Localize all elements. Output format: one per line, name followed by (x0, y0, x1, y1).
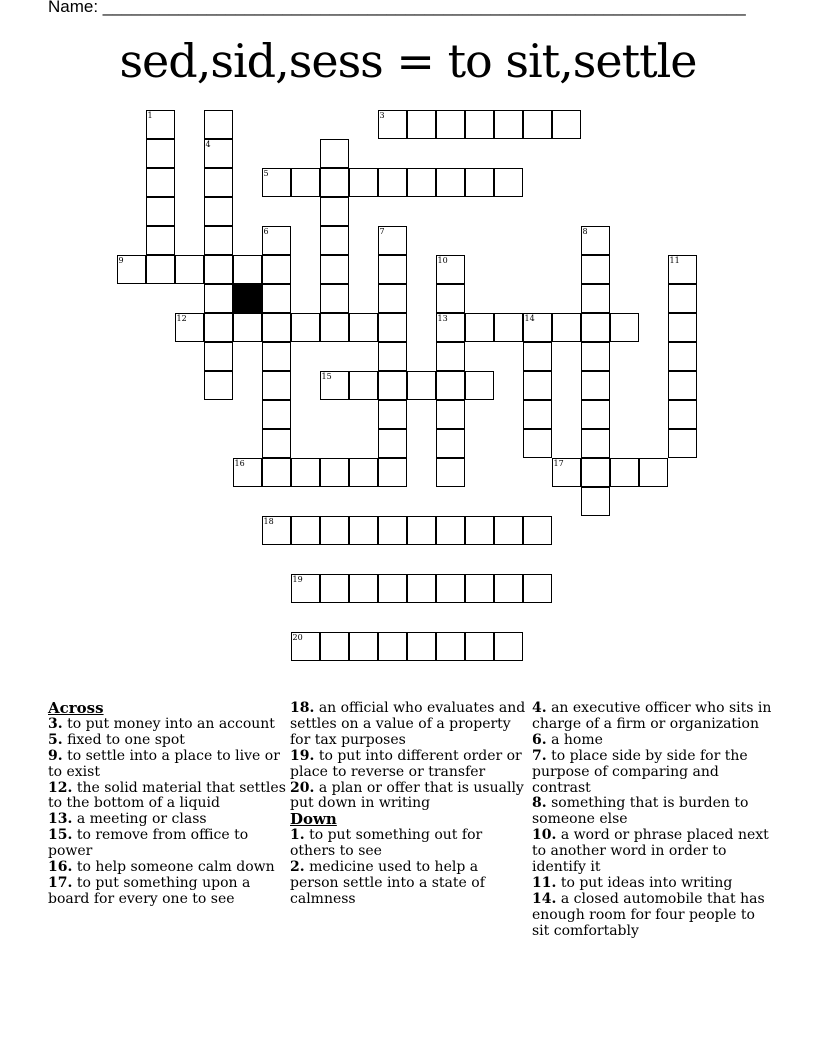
clue-number: 19. (290, 747, 315, 764)
clue-number: 8. (532, 795, 547, 812)
clue-number: 9 (118, 256, 124, 265)
crossword-cell[interactable] (436, 574, 465, 603)
clue-number: 4 (205, 140, 211, 149)
clue-column-1 (48, 701, 288, 908)
crossword-cell[interactable] (581, 255, 610, 284)
crossword-cell[interactable] (262, 371, 291, 400)
clue-number: 20. (290, 779, 315, 796)
crossword-cell[interactable] (262, 255, 291, 284)
clue-number: 15 (321, 372, 332, 381)
crossword-cell[interactable] (581, 429, 610, 458)
crossword-cell[interactable] (523, 371, 552, 400)
clue-text: a home (551, 731, 603, 748)
crossword-cell[interactable] (204, 110, 233, 139)
crossword-cell[interactable] (378, 284, 407, 313)
clue-number: 17. (48, 874, 73, 891)
crossword-cell[interactable] (436, 168, 465, 197)
crossword-cell[interactable] (378, 313, 407, 342)
crossword-cell[interactable] (378, 168, 407, 197)
crossword-cell[interactable] (262, 516, 291, 545)
clue-number: 12. (48, 779, 73, 796)
clue-number: 16. (48, 859, 73, 876)
across-clue (48, 876, 288, 908)
crossword-cell[interactable] (320, 139, 349, 168)
clue-text: the solid material that settles to the bottom of a liquid (48, 779, 286, 812)
crossword-cell[interactable] (262, 342, 291, 371)
across-clue (48, 860, 288, 876)
clue-number: 18 (263, 517, 274, 526)
clue-number: 7 (379, 227, 385, 236)
crossword-cell[interactable] (349, 516, 378, 545)
clue-number: 2. (290, 859, 305, 876)
crossword-cell[interactable] (204, 168, 233, 197)
across-clue (48, 749, 288, 781)
crossword-cell[interactable] (581, 400, 610, 429)
crossword-cell[interactable] (494, 516, 523, 545)
crossword-cell[interactable] (378, 458, 407, 487)
crossword-cell[interactable] (349, 371, 378, 400)
crossword-cell[interactable] (146, 168, 175, 197)
crossword-cell[interactable] (639, 458, 668, 487)
down-clue (532, 733, 772, 749)
crossword-cell[interactable] (320, 632, 349, 661)
crossword-cell[interactable] (378, 516, 407, 545)
crossword-cell[interactable] (349, 168, 378, 197)
crossword-cell[interactable] (552, 313, 581, 342)
crossword-cell[interactable] (291, 632, 320, 661)
clue-text: to place side by side for the purpose of comparing and contrast (532, 747, 748, 796)
crossword-cell[interactable] (146, 197, 175, 226)
clue-number: 1 (147, 111, 153, 120)
down-clue (532, 749, 772, 797)
crossword-cell[interactable] (523, 400, 552, 429)
crossword-cell[interactable] (291, 574, 320, 603)
down-clue (532, 876, 772, 892)
crossword-cell[interactable] (494, 110, 523, 139)
crossword-cell[interactable] (465, 110, 494, 139)
crossword-cell[interactable] (581, 487, 610, 516)
clue-text: a plan or offer that is usually put down in writing (290, 779, 524, 812)
crossword-cell[interactable] (320, 574, 349, 603)
crossword-cell[interactable] (407, 516, 436, 545)
crossword-cell[interactable] (320, 458, 349, 487)
crossword-cell[interactable] (320, 197, 349, 226)
across-clue (48, 717, 288, 733)
crossword-cell[interactable] (581, 284, 610, 313)
crossword-cell[interactable] (523, 516, 552, 545)
clue-number: 12 (176, 314, 187, 323)
crossword-cell[interactable] (233, 313, 262, 342)
crossword-cell[interactable] (465, 632, 494, 661)
crossword-cell[interactable] (436, 516, 465, 545)
crossword-cell[interactable] (465, 574, 494, 603)
crossword-cell[interactable] (320, 371, 349, 400)
crossword-cell[interactable] (436, 371, 465, 400)
crossword-cell[interactable] (117, 255, 146, 284)
down-clue (532, 796, 772, 828)
name-field-label: Name: ____________________________________________________________________ (48, 0, 746, 16)
crossword-cell[interactable] (494, 574, 523, 603)
across-clue (48, 828, 288, 860)
crossword-cell[interactable] (465, 168, 494, 197)
crossword-cell[interactable] (378, 226, 407, 255)
clue-number: 11. (532, 874, 557, 891)
crossword-cell[interactable] (552, 110, 581, 139)
crossword-cell[interactable] (262, 313, 291, 342)
clue-number: 3 (379, 111, 385, 120)
crossword-cell[interactable] (146, 226, 175, 255)
clue-text: fixed to one spot (67, 731, 185, 748)
crossword-cell[interactable] (436, 110, 465, 139)
crossword-cell[interactable] (291, 168, 320, 197)
crossword-cell[interactable] (581, 342, 610, 371)
clue-number: 19 (292, 575, 303, 584)
clue-text: an official who evaluates and settles on a value of a property for tax purposes (290, 700, 526, 748)
crossword-cell[interactable] (204, 255, 233, 284)
clue-number: 14. (532, 890, 557, 907)
crossword-cell[interactable] (552, 458, 581, 487)
clue-text: to put money into an account (67, 715, 275, 732)
crossword-cell[interactable] (146, 110, 175, 139)
crossword-cell[interactable] (349, 632, 378, 661)
clue-text: to put into different order or place to reverse or transfer (290, 747, 522, 780)
crossword-cell[interactable] (436, 284, 465, 313)
crossword-cell[interactable] (378, 110, 407, 139)
down-clue (532, 828, 772, 876)
crossword-cell[interactable] (204, 284, 233, 313)
crossword-cell[interactable] (291, 516, 320, 545)
clue-text: to put ideas into writing (560, 874, 733, 891)
crossword-cell[interactable] (204, 342, 233, 371)
clue-number: 6 (263, 227, 269, 236)
crossword-cell[interactable] (407, 110, 436, 139)
clue-number: 5 (263, 169, 269, 178)
down-clue (290, 860, 530, 908)
clue-text: to help someone calm down (76, 859, 275, 876)
clue-text: a meeting or class (76, 811, 207, 828)
crossword-cell[interactable] (523, 313, 552, 342)
clue-number: 7. (532, 747, 547, 764)
clue-number: 4. (532, 700, 547, 716)
crossword-cell[interactable] (668, 284, 697, 313)
clue-text: to put something upon a board for every one to see (48, 874, 251, 907)
clue-number: 10 (437, 256, 448, 265)
crossword-cell[interactable] (378, 342, 407, 371)
crossword-cell[interactable] (146, 255, 175, 284)
crossword-cell[interactable] (204, 139, 233, 168)
clue-column-2 (290, 701, 530, 908)
crossword-cell[interactable] (262, 400, 291, 429)
clue-column-3 (532, 701, 772, 940)
crossword-cell[interactable] (436, 632, 465, 661)
crossword-cell[interactable] (378, 632, 407, 661)
crossword-cell[interactable] (204, 226, 233, 255)
clue-text: to settle into a place to live or to exist (48, 747, 280, 780)
crossword-cell[interactable] (378, 255, 407, 284)
across-clue (290, 749, 530, 781)
across-clue (48, 733, 288, 749)
clue-number: 11 (669, 256, 680, 265)
crossword-cell[interactable] (320, 226, 349, 255)
clue-number: 18. (290, 700, 315, 716)
crossword-cell[interactable] (407, 168, 436, 197)
crossword-cell[interactable] (610, 313, 639, 342)
clue-number: 3. (48, 715, 63, 732)
crossword-cell[interactable] (291, 313, 320, 342)
across-clue (290, 781, 530, 813)
crossword-cell[interactable] (204, 371, 233, 400)
crossword-cell[interactable] (320, 255, 349, 284)
clue-number: 8 (582, 227, 588, 236)
crossword-cell[interactable] (175, 313, 204, 342)
clue-number: 16 (234, 459, 245, 468)
crossword-cell[interactable] (668, 371, 697, 400)
crossword-cell[interactable] (320, 516, 349, 545)
clue-text: a word or phrase placed next to another word in order to identify it (532, 827, 769, 876)
crossword-cell[interactable] (523, 574, 552, 603)
clue-text: medicine used to help a person settle into a state of calmness (290, 859, 485, 907)
crossword-cell[interactable] (378, 371, 407, 400)
clue-number: 5. (48, 731, 63, 748)
crossword-cell[interactable] (291, 458, 320, 487)
crossword-cell[interactable] (349, 313, 378, 342)
down-clue (532, 892, 772, 940)
clue-text: to remove from office to power (48, 827, 249, 860)
puzzle-title: sed,sid,sess = to sit,settle (119, 34, 697, 88)
crossword-cell[interactable] (233, 458, 262, 487)
clue-number: 13. (48, 811, 73, 828)
down-heading: Down (290, 810, 337, 829)
crossword-cell[interactable] (494, 313, 523, 342)
crossword-cell[interactable] (668, 342, 697, 371)
crossword-cell[interactable] (668, 400, 697, 429)
crossword-cell[interactable] (436, 255, 465, 284)
clue-number: 20 (292, 633, 303, 642)
crossword-cell[interactable] (378, 574, 407, 603)
crossword-cell[interactable] (436, 342, 465, 371)
clue-number: 6. (532, 731, 547, 748)
crossword-cell[interactable] (262, 284, 291, 313)
crossword-cell[interactable] (262, 168, 291, 197)
across-heading: Across (48, 699, 104, 717)
crossword-cell[interactable] (204, 197, 233, 226)
clue-text: something that is burden to someone else (532, 795, 749, 828)
crossword-cell[interactable] (320, 284, 349, 313)
crossword-cell[interactable] (668, 313, 697, 342)
crossword-cell[interactable] (175, 255, 204, 284)
crossword-cell[interactable] (262, 458, 291, 487)
down-clue (290, 828, 530, 860)
crossword-cell[interactable] (320, 313, 349, 342)
crossword-cell[interactable] (581, 313, 610, 342)
crossword-cell[interactable] (581, 458, 610, 487)
crossword-cell[interactable] (436, 313, 465, 342)
down-clue (532, 701, 772, 733)
crossword-cell[interactable] (436, 429, 465, 458)
crossword-cell[interactable] (494, 168, 523, 197)
crossword-cell[interactable] (233, 255, 262, 284)
crossword-cell[interactable] (494, 632, 523, 661)
clue-number: 10. (532, 827, 557, 844)
crossword-cell[interactable] (320, 168, 349, 197)
crossword-cell[interactable] (465, 371, 494, 400)
crossword-cell[interactable] (610, 458, 639, 487)
crossword-cell[interactable] (668, 255, 697, 284)
across-clue (48, 781, 288, 813)
crossword-cell[interactable] (262, 429, 291, 458)
crossword-cell[interactable] (378, 400, 407, 429)
crossword-cell[interactable] (465, 516, 494, 545)
crossword-cell[interactable] (523, 342, 552, 371)
crossword-cell[interactable] (146, 139, 175, 168)
crossword-cell[interactable] (349, 458, 378, 487)
clue-number: 17 (553, 459, 564, 468)
clue-number: 15. (48, 827, 73, 844)
clue-number: 9. (48, 747, 63, 764)
across-clue (48, 812, 288, 828)
crossword-cell[interactable] (204, 313, 233, 342)
crossword-cell[interactable] (407, 371, 436, 400)
crossword-cell[interactable] (262, 226, 291, 255)
crossword-cell[interactable] (349, 574, 378, 603)
clue-number: 14 (524, 314, 535, 323)
clue-number: 13 (437, 314, 448, 323)
crossword-cell[interactable] (523, 110, 552, 139)
crossword-cell[interactable] (668, 429, 697, 458)
clue-number: 1. (290, 827, 305, 844)
crossword-cell[interactable] (581, 371, 610, 400)
crossword-cell[interactable] (465, 313, 494, 342)
crossword-cell[interactable] (523, 429, 552, 458)
clue-text: a closed automobile that has enough room for four people to sit comfortably (532, 890, 765, 939)
crossword-cell[interactable] (378, 429, 407, 458)
across-clue (290, 701, 530, 749)
crossword-cell[interactable] (581, 226, 610, 255)
crossword-cell[interactable] (436, 400, 465, 429)
crossword-cell[interactable] (407, 632, 436, 661)
crossword-cell[interactable] (436, 458, 465, 487)
crossword-cell[interactable] (407, 574, 436, 603)
black-square (233, 284, 262, 313)
clue-text: an executive officer who sits in charge of a firm or organization (532, 700, 772, 732)
clue-text: to put something out for others to see (290, 827, 483, 860)
